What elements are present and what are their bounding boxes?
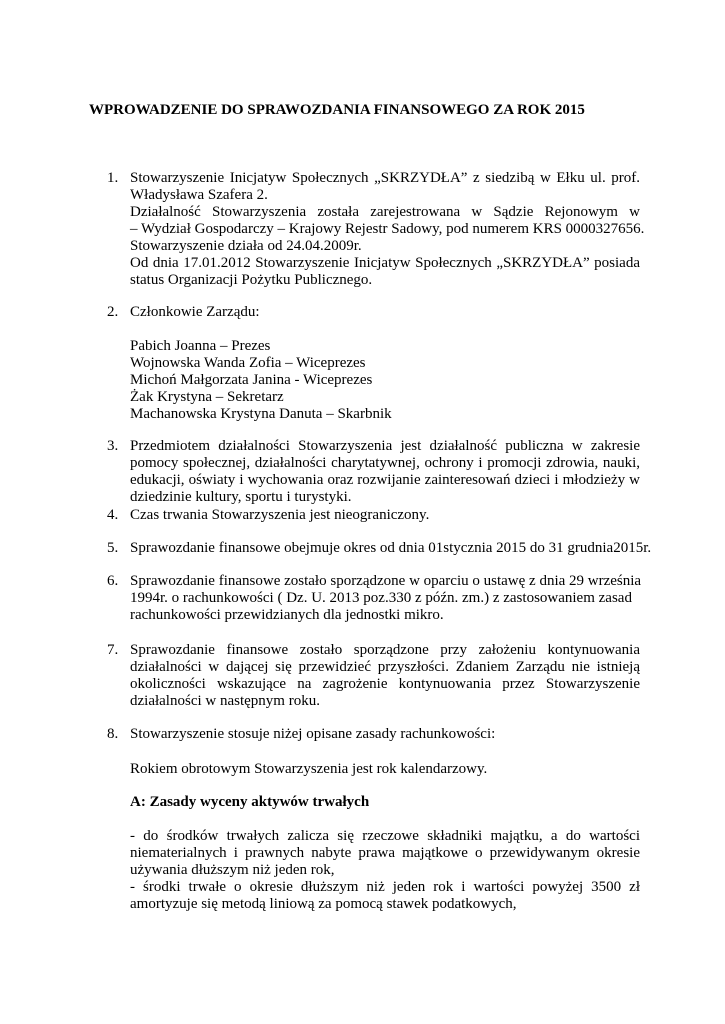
fiscal-year-text: Rokiem obrotowym Stowarzyszenia jest rok kalendarzowy. <box>130 761 488 777</box>
item-text-line: Przedmiotem działalności Stowarzyszenia jest działalność publiczna w zakresie <box>130 438 640 454</box>
item-text-line: – Wydział Gospodarczy – Krajowy Rejestr Sadowy, pod numerem KRS 0000327656. <box>130 221 645 237</box>
item-text-line: 1994r. o rachunkowości ( Dz. U. 2013 poz.330 z późn. zm.) z zastosowaniem zasad <box>130 590 632 606</box>
item-number: 4. <box>107 507 119 523</box>
item-number: 6. <box>107 573 119 589</box>
item-text-line: Działalność Stowarzyszenia została zarejestrowana w Sądzie Rejonowym w <box>130 204 640 220</box>
item-text-line: edukacji, oświaty i wychowania oraz rozwijanie zainteresowań dzieci i młodzieży w <box>130 472 640 488</box>
item-number: 8. <box>107 726 119 742</box>
document-title: WPROWADZENIE DO SPRAWOZDANIA FINANSOWEGO ZA ROK 2015 <box>89 102 585 118</box>
item-text-line: status Organizacji Pożytku Publicznego. <box>130 272 373 288</box>
rule-line: - środki trwałe o okresie dłuższym niż jeden rok i wartości powyżej 3500 zł <box>130 879 640 895</box>
item-text-line: działalności w dającej się przewidzieć przyszłości. Zdaniem Zarządu nie istnieją <box>130 659 640 675</box>
item-text-line: dziedzinie kultury, sportu i turystyki. <box>130 489 352 505</box>
board-heading: Członkowie Zarządu: <box>130 304 260 320</box>
item-number: 3. <box>107 438 119 454</box>
item-text-line: Sprawozdanie finansowe obejmuje okres od dnia 01stycznia 2015 do 31 grudnia2015r. <box>130 540 652 556</box>
item-text-line: Sprawozdanie finansowe zostało sporządzone przy założeniu kontynuowania <box>130 642 640 658</box>
board-member: Żak Krystyna – Sekretarz <box>130 389 284 405</box>
rule-line: amortyzuje się metodą liniową za pomocą stawek podatkowych, <box>130 896 517 912</box>
item-text-line: okoliczności wskazujące na zagrożenie kontynuowania przez Stowarzyszenie <box>130 676 640 692</box>
item-text-line: Sprawozdanie finansowe zostało sporządzone w oparciu o ustawę z dnia 29 września <box>130 573 642 589</box>
item-text-line: rachunkowości przewidzianych dla jednostki mikro. <box>130 607 444 623</box>
item-text-line: Od dnia 17.01.2012 Stowarzyszenie Inicjatyw Społecznych „SKRZYDŁA” posiada <box>130 255 640 271</box>
board-member: Machanowska Krystyna Danuta – Skarbnik <box>130 406 392 422</box>
item-text-line: Czas trwania Stowarzyszenia jest nieograniczony. <box>130 507 430 523</box>
item-text-line: pomocy społecznej, działalności charytatywnej, ochrony i promocji zdrowia, nauki, <box>130 455 640 471</box>
section-a-heading: A: Zasady wyceny aktywów trwałych <box>130 794 370 810</box>
item-text-line: Stowarzyszenie działa od 24.04.2009r. <box>130 238 362 254</box>
item-text-line: działalności w następnym roku. <box>130 693 320 709</box>
item-number: 5. <box>107 540 119 556</box>
item-number: 7. <box>107 642 119 658</box>
item-text-line: Władysława Szafera 2. <box>130 187 268 203</box>
item-text-line: Stowarzyszenie stosuje niżej opisane zasady rachunkowości: <box>130 726 496 742</box>
rule-line: niematerialnych i prawnych nabyte prawa majątkowe o przewidywanym okresie <box>130 845 640 861</box>
item-number: 2. <box>107 304 119 320</box>
board-member: Wojnowska Wanda Zofia – Wiceprezes <box>130 355 366 371</box>
rule-line: - do środków trwałych zalicza się rzeczowe składniki majątku, a do wartości <box>130 828 640 844</box>
item-number: 1. <box>107 170 119 186</box>
board-member: Pabich Joanna – Prezes <box>130 338 271 354</box>
rule-line: używania dłuższym niż jeden rok, <box>130 862 335 878</box>
board-member: Michoń Małgorzata Janina - Wiceprezes <box>130 372 373 388</box>
item-text-line: Stowarzyszenie Inicjatyw Społecznych „SKRZYDŁA” z siedzibą w Ełku ul. prof. <box>130 170 640 186</box>
